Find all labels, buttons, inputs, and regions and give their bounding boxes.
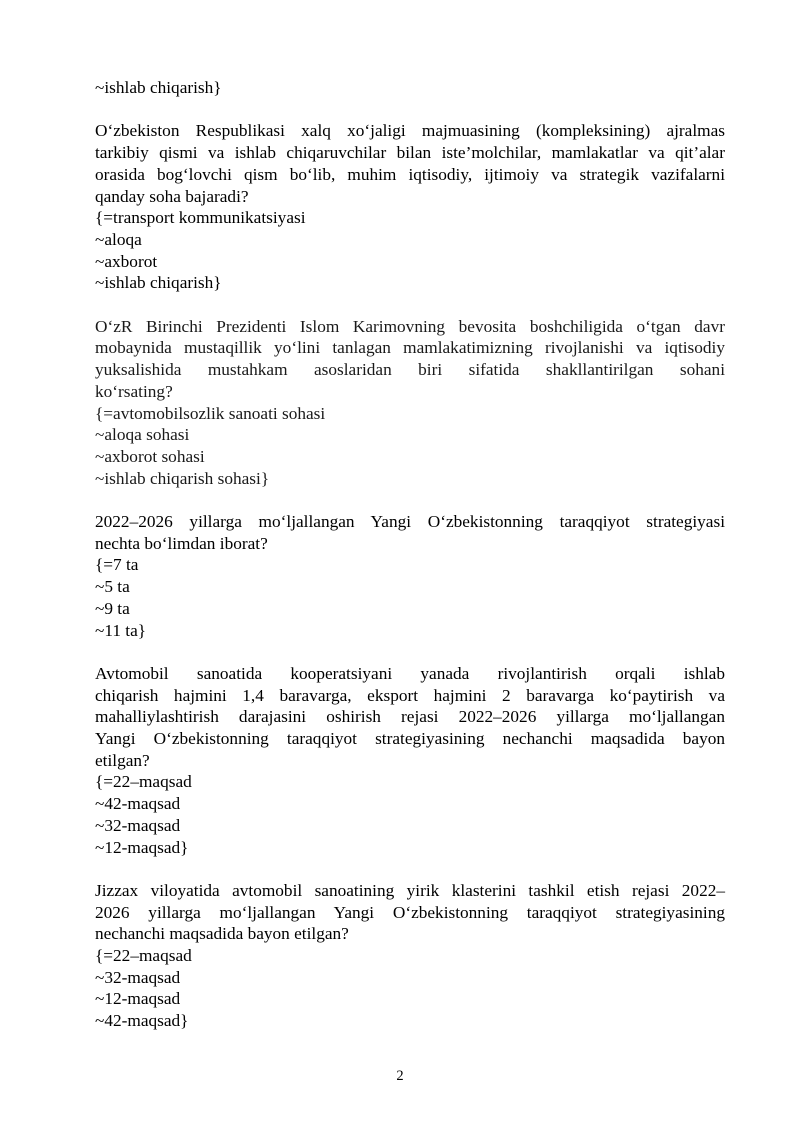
question-block-2: [95, 316, 725, 490]
answer-option: ~42-maqsad: [95, 794, 181, 814]
question-text-line: qanday soha bajaradi?: [95, 186, 249, 206]
answer-option: ~32-maqsad: [95, 815, 181, 835]
question-text-line: yuksalishida mustahkam asoslaridan biri sifatida shakllantirilgan sohani: [95, 360, 725, 380]
answer-option: ~11 ta}: [95, 620, 147, 640]
question-text-line: Avtomobil sanoatida kooperatsiyani yanada rivojlantirish orqali ishlab: [95, 663, 725, 683]
answer-option: ~ishlab chiqarish sohasi}: [95, 468, 270, 488]
answer-option-correct: {=22–maqsad: [95, 946, 192, 966]
question-text-line: Jizzax viloyatida avtomobil sanoatining yirik klasterini tashkil etish rejasi 2022–: [95, 880, 725, 900]
answer-option: ~32-maqsad: [95, 967, 181, 987]
answer-option-correct: {=7 ta: [95, 555, 139, 575]
carryover-option: ~ishlab chiqarish}: [95, 78, 222, 97]
question-text-line: mahalliylashtirish darajasini oshirish rejasi 2022–2026 yillarga mo‘ljallangan: [95, 707, 725, 727]
question-text-line: O‘zR Birinchi Prezidenti Islom Karimovning bevosita boshchiligida o‘tgan davr: [95, 316, 725, 336]
question-text-line: Yangi O‘zbekistonning taraqqiyot strategiyasining nechanchi maqsadida bayon: [95, 729, 725, 749]
document-page: [95, 77, 725, 1032]
answer-option: ~9 ta: [95, 598, 130, 618]
question-text-line: nechta bo‘limdan iborat?: [95, 533, 268, 553]
answer-option: ~axborot sohasi: [95, 446, 205, 466]
question-text-line: 2022–2026 yillarga mo‘ljallangan Yangi O‘zbekistonning taraqqiyot strategiyasi: [95, 512, 725, 532]
question-text-line: nechanchi maqsadida bayon etilgan?: [95, 924, 349, 944]
question-text-line: O‘zbekiston Respublikasi xalq xo‘jaligi majmuasining (kompleksining) ajralmas: [95, 121, 725, 141]
answer-option-correct: {=22–maqsad: [95, 772, 192, 792]
answer-option: ~42-maqsad}: [95, 1011, 189, 1031]
question-block-4: [95, 663, 725, 858]
answer-option: ~ishlab chiqarish}: [95, 273, 222, 293]
question-text-line: ko‘rsating?: [95, 381, 173, 401]
answer-option-correct: {=transport kommunikatsiyasi: [95, 208, 306, 228]
answer-option: ~12-maqsad}: [95, 837, 189, 857]
answer-option: ~12-maqsad: [95, 989, 181, 1009]
question-text-line: tarkibiy qismi va ishlab chiqaruvchilar bilan iste’molchilar, mamlakatlar va qit’alar: [95, 143, 725, 163]
question-block-5: [95, 880, 725, 1032]
answer-option: ~5 ta: [95, 577, 130, 597]
question-text-line: chiqarish hajmini 1,4 baravarga, eksport hajmini 2 baravarga ko‘paytirish va: [95, 685, 725, 705]
answer-option-correct: {=avtomobilsozlik sanoati sohasi: [95, 403, 326, 423]
answer-option: ~aloqa sohasi: [95, 425, 190, 445]
question-text-line: 2026 yillarga mo‘ljallangan Yangi O‘zbekistonning taraqqiyot strategiyasining: [95, 902, 725, 922]
question-text-line: etilgan?: [95, 750, 150, 770]
answer-option: ~aloqa: [95, 229, 142, 249]
question-block-3: [95, 511, 725, 641]
question-text-line: mobaynida mustaqillik yo‘lini tanlagan mamlakatimizning rivojlanishi va iqtisodiy: [95, 338, 725, 358]
question-text-line: orasida bog‘lovchi qism bo‘lib, muhim iqtisodiy, ijtimoiy va strategik vazifalarni: [95, 164, 725, 184]
question-block-1: [95, 120, 725, 294]
answer-option: ~axborot: [95, 251, 158, 271]
page-number: 2: [396, 1068, 404, 1084]
